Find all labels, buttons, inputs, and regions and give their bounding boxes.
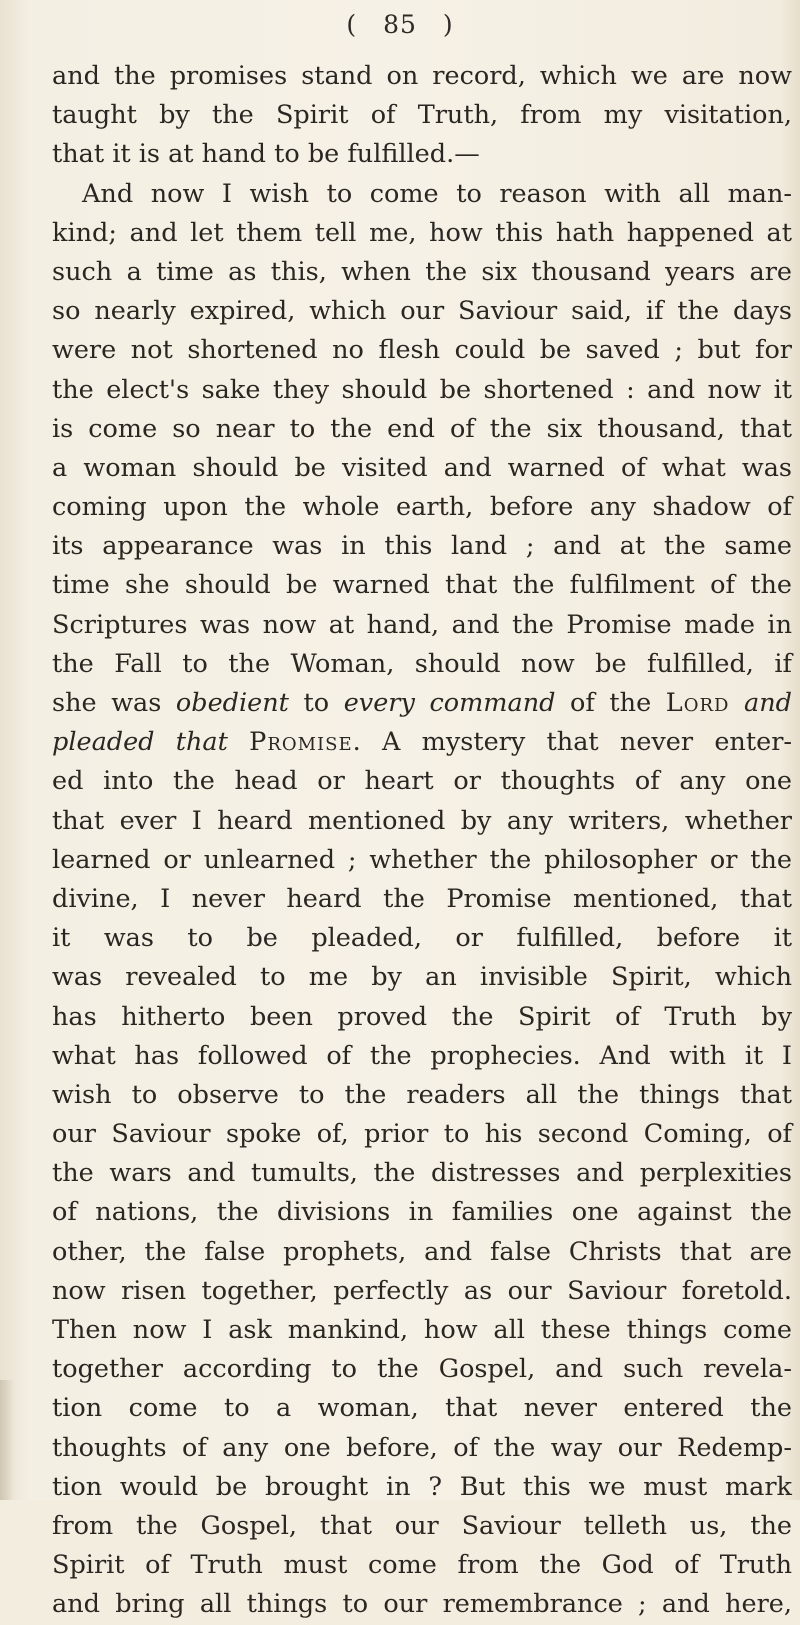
text-line: and the promises stand on record, which we are now (52, 61, 792, 91)
text-run-small-caps: Promise (249, 727, 353, 758)
text-run-italic: pleaded that (52, 727, 228, 758)
text-line: was revealed to me by an invisible Spirit, which (52, 962, 792, 993)
text-line: the Fall to the Woman, should now be fulfilled, if (52, 648, 792, 679)
text-line: now risen together, perfectly as our Saviour foretold. (52, 1275, 792, 1306)
text-line: were not shortened no flesh could be saved ; but for (52, 335, 792, 366)
page-edge-shadow (0, 1380, 14, 1500)
text-line: that it is at hand to be fulfilled.— (52, 139, 480, 170)
text-line: coming upon the whole earth, before any shadow of (52, 492, 792, 523)
text-line: taught by the Spirit of Truth, from my visitation, (52, 100, 792, 131)
text-line: kind; and let them tell me, how this hath happened at (52, 217, 792, 248)
text-line: the wars and tumults, the distresses and perplexities (52, 1158, 792, 1189)
text-run: . A mystery that never enter- (352, 727, 793, 758)
text-line: thoughts of any one before, of the way our Redemp- (52, 1432, 792, 1463)
text-run-italic: obedient (175, 688, 289, 718)
text-line-mixed (52, 684, 792, 723)
text-line: And now I wish to come to reason with all man- (82, 178, 792, 209)
text-line: tion come to a woman, that never entered the (52, 1393, 792, 1424)
body-text (52, 57, 792, 1625)
page-header (0, 10, 800, 39)
text-line: a woman should be visited and warned of what was (52, 452, 792, 483)
text-line: time she should be warned that the fulfilment of the (52, 570, 792, 601)
text-run-italic: every command (343, 688, 556, 718)
text-line: has hitherto been proved the Spirit of Truth by (52, 1001, 792, 1032)
text-run: of the (555, 688, 666, 718)
text-line: what has followed of the prophecies. And with it I (52, 1040, 792, 1071)
header-close-paren: ) (442, 10, 454, 39)
text-line: wish to observe to the readers all the things that (52, 1079, 792, 1110)
text-run-small-caps: Lord (665, 688, 730, 718)
text-line: tion would be brought in ? But this we must mark (52, 1471, 792, 1502)
text-line: such a time as this, when the six thousand years are (52, 256, 792, 287)
page-number: 85 (383, 10, 417, 39)
text-line: Then now I ask mankind, how all these things come (52, 1315, 792, 1345)
text-line: ed into the head or heart or thoughts of any one (52, 766, 792, 797)
text-line: and bring all things to our remembrance ; and here, (52, 1589, 792, 1620)
text-run-italic: and (729, 688, 793, 718)
text-line: its appearance was in this land ; and at the same (52, 531, 792, 562)
text-line: other, the false prophets, and false Christs that are (52, 1236, 792, 1267)
text-line: divine, I never heard the Promise mentioned, that (52, 883, 792, 914)
text-line-mixed (52, 723, 792, 762)
text-line: is come so near to the end of the six thousand, that (52, 413, 792, 444)
text-line: our Saviour spoke of, prior to his second Coming, of (52, 1119, 792, 1150)
text-line: that ever I heard mentioned by any writers, whether (52, 805, 792, 836)
text-run: to (288, 688, 344, 718)
text-line: from the Gospel, that our Saviour telleth us, the (52, 1510, 792, 1541)
text-line: learned or unlearned ; whether the philosopher or the (52, 844, 792, 875)
header-open-paren: ( (346, 10, 358, 39)
text-line: together according to the Gospel, and such revela- (52, 1354, 792, 1385)
text-line: it was to be pleaded, or fulfilled, before it (52, 923, 792, 954)
text-run: she was (52, 688, 176, 718)
text-line: of nations, the divisions in families one against the (52, 1197, 792, 1228)
text-run (228, 727, 249, 757)
text-line: so nearly expired, which our Saviour said, if the days (52, 296, 792, 327)
text-line: the elect's sake they should be shortened : and now it (52, 374, 792, 405)
text-line: Spirit of Truth must come from the God of Truth (52, 1550, 792, 1581)
text-line: Scriptures was now at hand, and the Promise made in (52, 609, 792, 640)
